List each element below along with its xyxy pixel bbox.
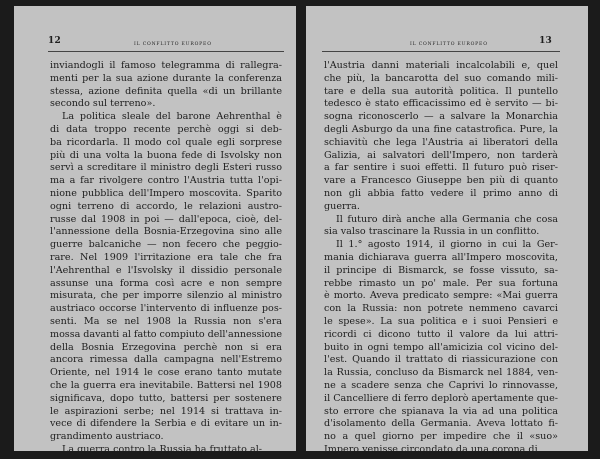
left-page [14,6,296,455]
text-line: sto errore che spianava la via ad una politica [324,405,558,417]
text-line: d'isolamento della Germania. Aveva lottato fi- [324,418,558,430]
text-line: mossa davanti al fatto compiuto dell'annessione [50,328,282,340]
text-line: vece di difendere la Serbia e di evitare un in- [50,418,282,430]
text-line: russe dal 1908 in poi — dall'epoca, cioè, del- [50,213,282,225]
text-line: La politica sleale del barone Aehrenthal è [62,111,282,123]
text-line: rebbe rimasto un po' male. Per sua fortuna [324,277,558,289]
text-line: ne a scadere senza che Caprivi lo rinnovasse, [324,379,558,391]
text-line: l'est. Quando il trattato di riassicurazione con [324,354,558,366]
text-line: Il 1.° agosto 1914, il giorno in cui la Ger- [336,239,558,251]
text-line: tare e della sua autorità politica. Il puntello [324,85,558,97]
text-line: stessa, azione definita quella «di un brillante [50,85,282,97]
text-line: menti per la sua azione durante la conferenza [50,72,282,84]
text-line: misurata, che per imporre silenzio al ministro [50,290,282,302]
text-line: servì a screditare il ministro degli Esteri russo [50,162,282,174]
text-line: Il futuro dirà anche alla Germania che cosa [336,213,558,225]
text-line: mania dichiarava guerra all'Impero moscovita, [324,251,558,263]
body-text [324,60,558,457]
text-line: di data troppo recente perchè oggi si deb- [50,123,282,135]
text-line: schiavitù che lega l'Austria ai liberatori della [324,136,558,148]
text-line: ma a far rivolgere contro l'Austria tutta l'opi- [50,175,282,187]
text-line: significava, dopo tutto, battersi per sostenere [50,392,282,404]
text-line: ancora rimessa dalla campagna nell'Estremo [50,354,282,366]
text-line: che la guerra era inevitabile. Battersi nel 1908 [50,379,282,391]
text-line: Oriente, nel 1914 le cose erano tanto mutate [50,367,282,379]
text-line: ricordi ci dicono tutto il valore da lui attri- [324,328,558,340]
text-line: il Cancelliere di ferro deplorò apertamente que- [324,392,558,404]
text-line: ogni terreno di accordo, le relazioni austro- [50,200,282,212]
text-line: ba ricordarla. Il modo col quale egli sorprese [50,136,282,148]
text-line: senti. Ma se nel 1908 la Russia non s'era [50,315,282,327]
text-line: della Bosnia Erzegovina perchè non si era [50,341,282,353]
text-line: il principe di Bismarck, se fosse vissuto, sa- [324,264,558,276]
text-line: che più, la bancarotta del suo comando mili- [324,72,558,84]
text-line: le aspirazioni serbe; nel 1914 si trattava in- [50,405,282,417]
text-line: austriaco occorse l'intervento di influenze pos- [50,303,282,315]
text-line: degli Asburgo da una fine catastrofica. Pure, la [324,123,558,135]
body-text [50,60,282,457]
text-line: non gli abbia fatto vedere il primo anno di [324,187,558,199]
text-line: rare. Nel 1909 l'irritazione era tale che fra [50,251,282,263]
right-page [306,6,588,455]
text-line: secondo sul terreno». [50,98,156,110]
text-line: La guerra contro la Russia ha fruttato al- [62,443,263,455]
text-line: con la Russia: non potrete nemmeno cavarci [324,303,558,315]
page-number: 13 [539,36,552,46]
header-rule [48,51,284,52]
text-line: a far sentire i suoi effetti. Il futuro può riser- [324,162,558,174]
text-line: l'annessione della Bosnia-Erzegovina sino alle [50,226,282,238]
text-line: grandimento austriaco. [50,431,164,443]
running-head: IL CONFLITTO EUROPEO [134,42,212,47]
text-line: Galizia, ai salvatori dell'Impero, non tarderà [324,149,558,161]
text-line: sia valso trascinare la Russia in un conflitto. [324,226,540,238]
text-line: no a quel giorno per impedire che il «suo» [324,431,558,443]
text-line: l'Austria danni materiali incalcolabili e, quel [324,60,558,71]
header-rule [322,51,560,52]
text-line: vare a Francesco Giuseppe ben più di quanto [324,175,558,187]
page-number: 12 [48,36,61,46]
text-line: più di una volta la buona fede di Isvolsky non [50,149,282,161]
text-line: l'Aehrenthal e l'Isvolsky il dissidio personale [50,264,282,276]
text-line: Impero venisse circondato da una corona di [324,443,538,455]
text-line: sogna riconoscerlo — a salvare la Monarchia [324,111,558,123]
text-line: guerre balcaniche — non fecero che peggio- [50,239,282,251]
text-line: nione pubblica dell'Impero moscovita. Sparito [50,187,282,199]
text-line: tedesco è stato efficacissimo ed è servito — bi- [324,98,558,110]
text-line: la Russia, concluso da Bismarck nel 1884, ven- [324,367,558,379]
running-head: IL CONFLITTO EUROPEO [410,42,488,47]
text-line: guerra. [324,200,360,212]
text-line: buito in ogni tempo all'amicizia col vicino del- [324,341,558,353]
text-line: assunse una forma così acre e non sempre [50,277,282,289]
text-line: inviandogli il famoso telegramma di rallegra- [50,60,282,71]
text-line: le spese». La sua politica e i suoi Pensieri e [324,315,558,327]
text-line: è morto. Aveva predicato sempre: «Mai guerra [324,290,558,302]
